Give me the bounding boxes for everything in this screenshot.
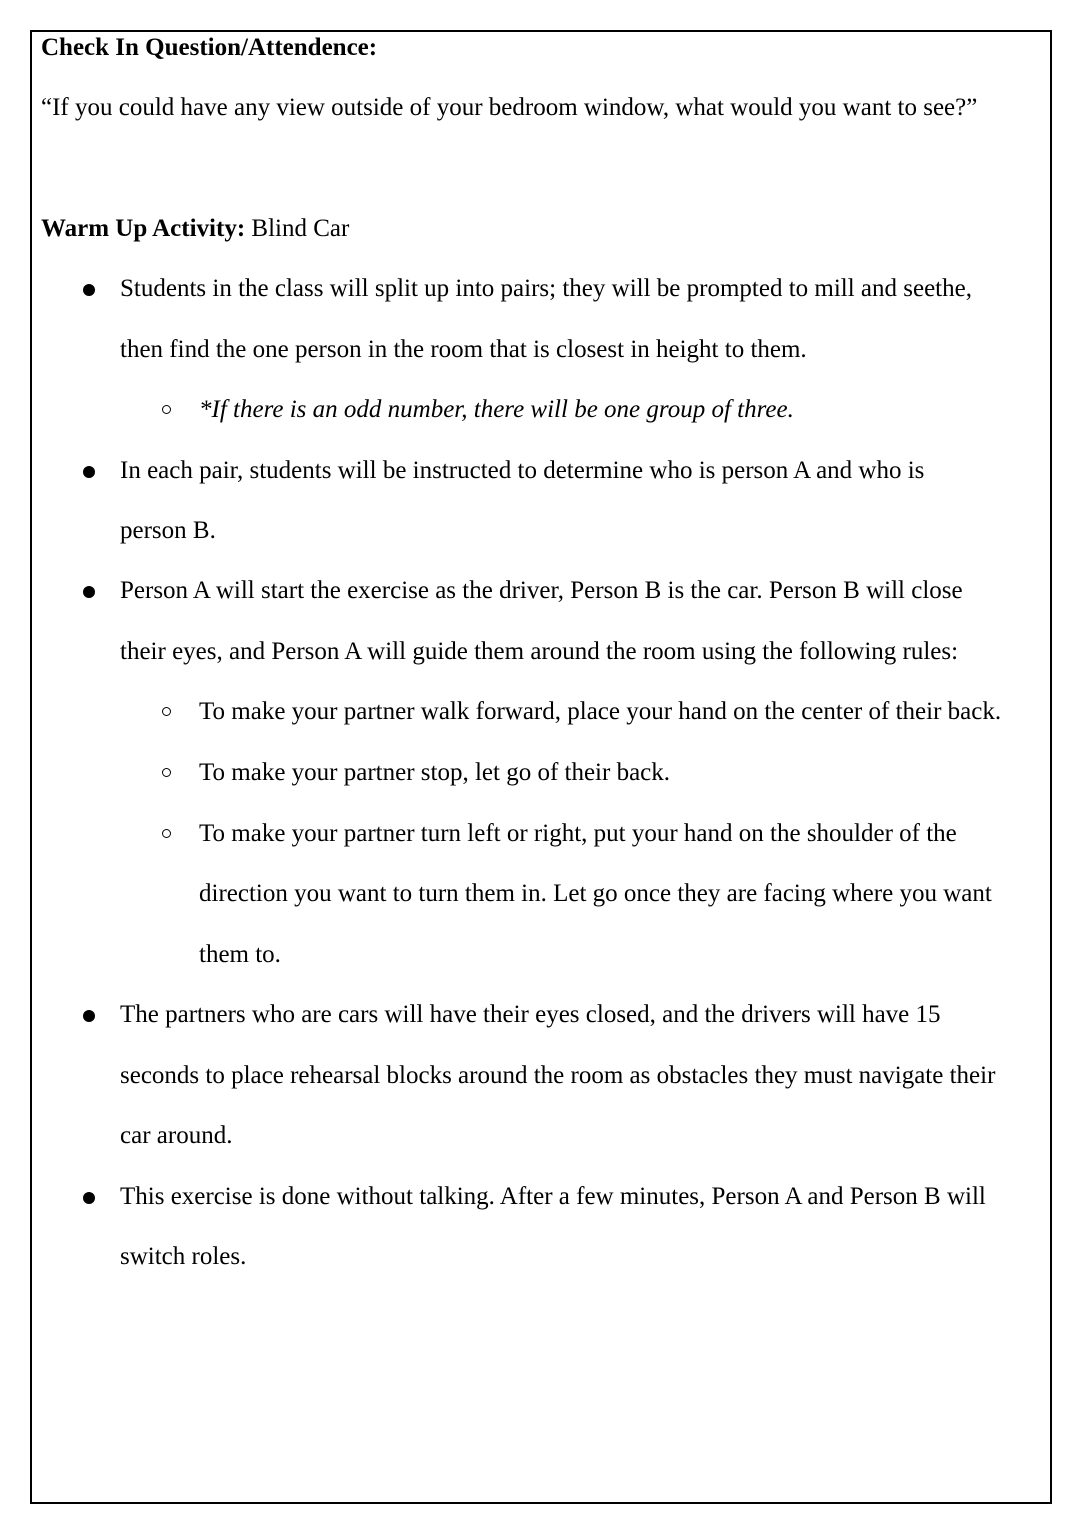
list-item-text: In each pair, students will be instructed to determine who is person A and who is	[120, 457, 925, 484]
check-in-question: “If you could have any view outside of your bedroom window, what would you want to see?”	[41, 94, 978, 121]
list-item-text: The partners who are cars will have their eyes closed, and the drivers will have 15	[120, 1001, 941, 1028]
sub-list-item-text: To make your partner turn left or right, put your hand on the shoulder of the	[199, 820, 957, 847]
list-item-text: Students in the class will split up into pairs; they will be prompted to mill and seethe,	[120, 275, 972, 302]
sub-bullet-icon	[162, 405, 171, 414]
sub-bullet-icon	[162, 768, 171, 777]
warm-up-activity-name: Blind Car	[251, 215, 350, 242]
sub-list-item-text: direction you want to turn them in. Let go once they are facing where you want	[199, 880, 992, 907]
warm-up-label: Warm Up Activity:	[41, 215, 246, 242]
bullet-icon	[83, 284, 95, 296]
warm-up-heading	[41, 214, 349, 244]
list-item-text: seconds to place rehearsal blocks around the room as obstacles they must navigate their	[120, 1062, 996, 1089]
bullet-icon	[83, 1192, 95, 1204]
bullet-icon	[83, 586, 95, 598]
check-in-heading: Check In Question/Attendence:	[41, 34, 378, 61]
list-item-text: car around.	[120, 1122, 233, 1149]
bullet-icon	[83, 466, 95, 478]
list-item-text: Person A will start the exercise as the driver, Person B is the car. Person B will close	[120, 577, 963, 604]
sub-bullet-icon	[162, 707, 171, 716]
list-item-text: then find the one person in the room that is closest in height to them.	[120, 336, 807, 363]
sub-list-item-text: *If there is an odd number, there will be one group of three.	[199, 396, 794, 423]
list-item-text: switch roles.	[120, 1243, 247, 1270]
sub-list-item-text: To make your partner stop, let go of their back.	[199, 759, 671, 786]
list-item-text: This exercise is done without talking. After a few minutes, Person A and Person B will	[120, 1183, 986, 1210]
list-item-text: their eyes, and Person A will guide them around the room using the following rules:	[120, 638, 959, 665]
sub-bullet-icon	[162, 829, 171, 838]
list-item-text: person B.	[120, 517, 216, 544]
bullet-icon	[83, 1010, 95, 1022]
sub-list-item-text: them to.	[199, 941, 281, 968]
sub-list-item-text: To make your partner walk forward, place your hand on the center of their back.	[199, 698, 1002, 725]
